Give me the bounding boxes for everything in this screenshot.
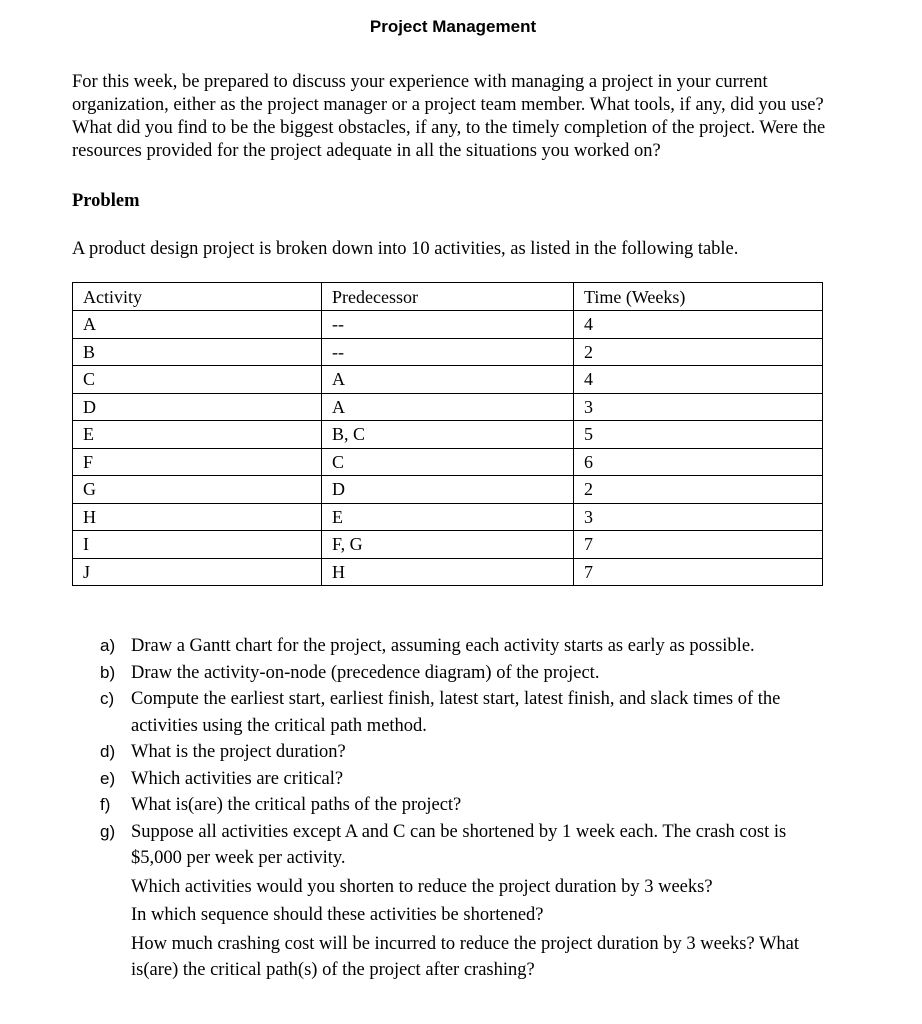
cell-time: 2 (574, 338, 823, 366)
intro-paragraph: For this week, be prepared to discuss your experience with managing a project in your current organization, either as the project manager or a project team member. What tools, if any, did you use? What did you find to be the biggest obstacles, if any, to the timely completion of the project. Were the resources provided for the project adequate in all the situations you worked on? (72, 72, 826, 161)
question-text: Which activities are critical? (131, 768, 344, 789)
question-item (100, 766, 840, 793)
cell-activity: J (73, 558, 322, 586)
cell-predecessor: F, G (322, 531, 574, 559)
table-header-row (73, 283, 823, 311)
cell-activity: H (73, 503, 322, 531)
question-text: Draw the activity-on-node (precedence diagram) of the project. (131, 662, 600, 683)
question-followup: Which activities would you shorten to reduce the project duration by 3 weeks? (131, 876, 713, 897)
cell-activity: B (73, 338, 322, 366)
activities-table (72, 282, 823, 586)
question-item (100, 819, 840, 984)
cell-activity: F (73, 448, 322, 476)
question-text: What is the project duration? (131, 742, 346, 762)
cell-predecessor: -- (322, 311, 574, 339)
table-row (73, 448, 823, 476)
cell-time: 4 (574, 366, 823, 394)
cell-predecessor: C (322, 448, 574, 476)
cell-predecessor: D (322, 476, 574, 504)
cell-time: 6 (574, 448, 823, 476)
cell-activity: G (73, 476, 322, 504)
page-title: Project Management (369, 17, 537, 36)
question-item (100, 792, 840, 819)
question-text: Suppose all activities except A and C can be shortened by 1 week each. The crash cost is $5,000 per week per activity. (131, 821, 787, 868)
cell-predecessor: B, C (322, 421, 574, 449)
question-marker: d) (100, 742, 116, 761)
table-row (73, 503, 823, 531)
problem-heading: Problem (72, 191, 140, 211)
cell-time: 5 (574, 421, 823, 449)
question-marker: a) (100, 636, 116, 655)
cell-predecessor: A (322, 366, 574, 394)
question-item (100, 660, 840, 687)
question-marker: g) (100, 821, 116, 841)
cell-activity: E (73, 421, 322, 449)
question-item (100, 686, 840, 739)
cell-time: 7 (574, 531, 823, 559)
cell-time: 7 (574, 558, 823, 586)
table-row (73, 531, 823, 559)
table-row (73, 393, 823, 421)
table-row (73, 558, 823, 586)
cell-activity: I (73, 531, 322, 559)
table-row (73, 311, 823, 339)
question-marker: c) (100, 689, 115, 708)
header-predecessor: Predecessor (322, 283, 574, 311)
question-text: Compute the earliest start, earliest finish, latest start, latest finish, and slack times of the activities using the critical path method. (131, 689, 781, 736)
question-item (100, 633, 840, 660)
cell-time: 2 (574, 476, 823, 504)
table-row (73, 338, 823, 366)
cell-time: 3 (574, 503, 823, 531)
question-item (100, 739, 840, 766)
header-time: Time (Weeks) (574, 283, 823, 311)
cell-activity: D (73, 393, 322, 421)
question-text: Draw a Gantt chart for the project, assuming each activity starts as early as possible. (131, 636, 755, 656)
table-caption: A product design project is broken down into 10 activities, as listed in the following table. (72, 239, 739, 259)
cell-time: 4 (574, 311, 823, 339)
table-row (73, 476, 823, 504)
cell-predecessor: A (322, 393, 574, 421)
cell-predecessor: H (322, 558, 574, 586)
cell-activity: A (73, 311, 322, 339)
question-marker: b) (100, 662, 116, 682)
cell-activity: C (73, 366, 322, 394)
questions-list (100, 633, 840, 984)
cell-time: 3 (574, 393, 823, 421)
question-text: What is(are) the critical paths of the project? (131, 795, 462, 815)
question-marker: e) (100, 768, 116, 788)
question-marker: f) (100, 795, 111, 814)
cell-predecessor: E (322, 503, 574, 531)
cell-predecessor: -- (322, 338, 574, 366)
table-row (73, 421, 823, 449)
question-followup: How much crashing cost will be incurred to reduce the project duration by 3 weeks? What is(are) the critical path(s) of the project after crashing? (131, 933, 800, 980)
header-activity: Activity (73, 283, 322, 311)
table-row (73, 366, 823, 394)
question-followup: In which sequence should these activities be shortened? (131, 905, 544, 925)
